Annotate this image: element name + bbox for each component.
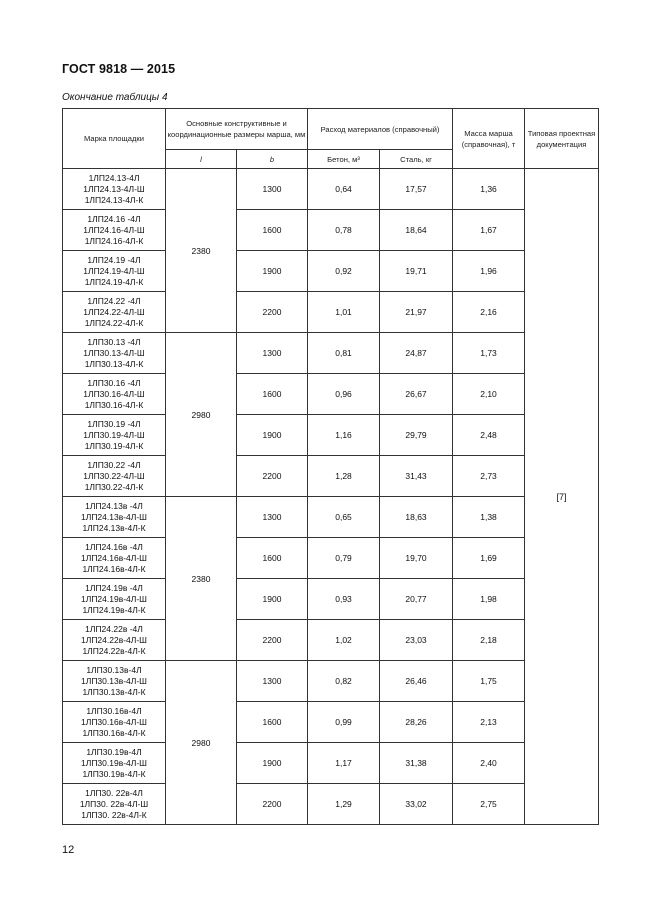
cell-dim-b: 1300 <box>237 497 308 538</box>
cell-steel: 21,97 <box>380 292 453 333</box>
mark-code: 1ЛП30.16в-4Л-Ш <box>81 716 147 727</box>
mark-code: 1ЛП24.13-4Л-К <box>84 194 144 205</box>
mark-code: 1ЛП30.19в-4Л-Ш <box>81 757 147 768</box>
cell-steel: 24,87 <box>380 333 453 374</box>
header-mark: Марка площадки <box>63 109 166 169</box>
cell-mass: 1,36 <box>453 169 525 210</box>
cell-concrete: 1,29 <box>308 784 380 825</box>
header-steel: Сталь, кг <box>380 150 453 169</box>
mark-code: 1ЛП30. 22в-4Л-Ш <box>79 798 149 809</box>
cell-mass: 2,48 <box>453 415 525 456</box>
cell-steel: 23,03 <box>380 620 453 661</box>
cell-marks <box>63 374 166 415</box>
cell-concrete: 1,28 <box>308 456 380 497</box>
cell-steel: 31,38 <box>380 743 453 784</box>
cell-dim-b: 1300 <box>237 661 308 702</box>
table-row <box>63 661 599 702</box>
mark-code: 1ЛП24.22в-4Л-К <box>82 645 146 656</box>
cell-concrete: 0,81 <box>308 333 380 374</box>
cell-marks <box>63 620 166 661</box>
mark-code: 1ЛП30.19в-4Л <box>86 746 142 757</box>
cell-dim-l: 2380 <box>166 497 237 661</box>
mark-code: 1ЛП24.13-4Л <box>88 172 140 183</box>
mark-code: 1ЛП24.13в-4Л-К <box>82 522 146 533</box>
cell-dim-b: 2200 <box>237 292 308 333</box>
cell-steel: 28,26 <box>380 702 453 743</box>
cell-marks <box>63 169 166 210</box>
table-row <box>63 497 599 538</box>
mark-code: 1ЛП30.22 -4Л <box>87 459 141 470</box>
table-row <box>63 415 599 456</box>
cell-concrete: 0,82 <box>308 661 380 702</box>
mark-code: 1ЛП30. 22в-4Л-К <box>81 809 147 820</box>
cell-dim-b: 1300 <box>237 169 308 210</box>
header-dimensions: Основные конструктивные и координационные размеры марша, мм <box>166 109 308 150</box>
cell-marks <box>63 456 166 497</box>
mark-code: 1ЛП30.16 -4Л <box>87 377 141 388</box>
mark-code: 1ЛП24.13-4Л-Ш <box>83 183 145 194</box>
table-caption: Окончание таблицы 4 <box>62 92 168 103</box>
mark-code: 1ЛП30. 22в-4Л <box>85 787 143 798</box>
mark-code: 1ЛП30.13 -4Л <box>87 336 141 347</box>
header-dim-l: l <box>166 150 237 169</box>
table-row <box>63 579 599 620</box>
mark-code: 1ЛП24.16в-4Л-Ш <box>81 552 147 563</box>
mark-code: 1ЛП30.19 -4Л <box>87 418 141 429</box>
cell-marks <box>63 210 166 251</box>
cell-marks <box>63 497 166 538</box>
cell-steel: 33,02 <box>380 784 453 825</box>
mark-code: 1ЛП30.13-4Л-Ш <box>83 347 145 358</box>
header-materials: Расход материалов (справочный) <box>308 109 453 150</box>
cell-dim-b: 1300 <box>237 333 308 374</box>
mark-code: 1ЛП30.16-4Л-Ш <box>83 388 145 399</box>
cell-concrete: 0,79 <box>308 538 380 579</box>
cell-dim-l: 2980 <box>166 333 237 497</box>
cell-steel: 29,79 <box>380 415 453 456</box>
cell-mass: 2,73 <box>453 456 525 497</box>
cell-mass: 2,18 <box>453 620 525 661</box>
cell-steel: 26,67 <box>380 374 453 415</box>
mark-code: 1ЛП24.22-4Л-Ш <box>83 306 145 317</box>
cell-dim-l: 2380 <box>166 169 237 333</box>
cell-mass: 1,98 <box>453 579 525 620</box>
mark-code: 1ЛП30.13в-4Л-К <box>82 686 146 697</box>
table-row <box>63 784 599 825</box>
table-row <box>63 702 599 743</box>
mark-code: 1ЛП30.19-4Л-Ш <box>83 429 145 440</box>
cell-mass: 2,13 <box>453 702 525 743</box>
cell-concrete: 0,78 <box>308 210 380 251</box>
cell-steel: 20,77 <box>380 579 453 620</box>
cell-concrete: 0,64 <box>308 169 380 210</box>
mark-code: 1ЛП30.16в-4Л-К <box>82 727 146 738</box>
document-header: ГОСТ 9818 — 2015 <box>62 62 176 76</box>
mark-code: 1ЛП24.16-4Л-Ш <box>83 224 145 235</box>
mark-code: 1ЛП24.16-4Л-К <box>84 235 144 246</box>
cell-marks <box>63 743 166 784</box>
cell-mass: 1,69 <box>453 538 525 579</box>
cell-marks <box>63 702 166 743</box>
cell-steel: 18,63 <box>380 497 453 538</box>
mark-code: 1ЛП24.22в -4Л <box>85 623 143 634</box>
table-row <box>63 620 599 661</box>
cell-dim-b: 1600 <box>237 538 308 579</box>
cell-dim-b: 1600 <box>237 702 308 743</box>
mark-code: 1ЛП24.22-4Л-К <box>84 317 144 328</box>
mark-code: 1ЛП24.13в-4Л-Ш <box>81 511 147 522</box>
table-row <box>63 210 599 251</box>
cell-mass: 1,73 <box>453 333 525 374</box>
cell-dim-b: 1900 <box>237 743 308 784</box>
mark-code: 1ЛП24.22в-4Л-Ш <box>81 634 147 645</box>
cell-mass: 1,38 <box>453 497 525 538</box>
mark-code: 1ЛП30.19в-4Л-К <box>82 768 146 779</box>
cell-marks <box>63 415 166 456</box>
cell-steel: 19,71 <box>380 251 453 292</box>
table-row <box>63 251 599 292</box>
mark-code: 1ЛП24.16 -4Л <box>87 213 141 224</box>
cell-dim-b: 2200 <box>237 620 308 661</box>
cell-marks <box>63 784 166 825</box>
cell-mass: 2,10 <box>453 374 525 415</box>
mark-code: 1ЛП24.19в-4Л-Ш <box>81 593 147 604</box>
cell-steel: 19,70 <box>380 538 453 579</box>
mark-code: 1ЛП30.22-4Л-Ш <box>83 470 145 481</box>
mark-code: 1ЛП30.13-4Л-К <box>84 358 144 369</box>
mark-code: 1ЛП30.22-4Л-К <box>84 481 144 492</box>
cell-mass: 2,75 <box>453 784 525 825</box>
mark-code: 1ЛП24.22 -4Л <box>87 295 141 306</box>
cell-dim-b: 1900 <box>237 579 308 620</box>
cell-concrete: 1,17 <box>308 743 380 784</box>
mark-code: 1ЛП24.16в -4Л <box>85 541 143 552</box>
cell-concrete: 0,65 <box>308 497 380 538</box>
cell-concrete: 0,93 <box>308 579 380 620</box>
cell-marks <box>63 579 166 620</box>
cell-mass: 1,96 <box>453 251 525 292</box>
mark-code: 1ЛП30.13в-4Л-Ш <box>81 675 147 686</box>
table-row <box>63 333 599 374</box>
cell-marks <box>63 251 166 292</box>
cell-concrete: 0,99 <box>308 702 380 743</box>
mark-code: 1ЛП24.19-4Л-К <box>84 276 144 287</box>
cell-marks <box>63 661 166 702</box>
table-body <box>63 169 599 825</box>
cell-mass: 1,75 <box>453 661 525 702</box>
cell-mass: 2,16 <box>453 292 525 333</box>
cell-docs-reference: [7] <box>525 169 599 825</box>
cell-steel: 31,43 <box>380 456 453 497</box>
cell-dim-b: 1600 <box>237 374 308 415</box>
mark-code: 1ЛП30.16-4Л-К <box>84 399 144 410</box>
header-mass: Масса марша (справочная), т <box>453 109 525 169</box>
mark-code: 1ЛП30.19-4Л-К <box>84 440 144 451</box>
header-docs: Типовая проектная документация <box>525 109 599 169</box>
cell-marks <box>63 538 166 579</box>
cell-steel: 17,57 <box>380 169 453 210</box>
table-row <box>63 456 599 497</box>
mark-code: 1ЛП24.16в-4Л-К <box>82 563 146 574</box>
header-dim-b: b <box>237 150 308 169</box>
cell-dim-l: 2980 <box>166 661 237 825</box>
cell-concrete: 0,92 <box>308 251 380 292</box>
mark-code: 1ЛП24.19в-4Л-К <box>82 604 146 615</box>
cell-concrete: 1,16 <box>308 415 380 456</box>
cell-concrete: 1,01 <box>308 292 380 333</box>
cell-dim-b: 1600 <box>237 210 308 251</box>
table-row <box>63 292 599 333</box>
cell-concrete: 0,96 <box>308 374 380 415</box>
page-number: 12 <box>62 844 75 856</box>
cell-steel: 26,46 <box>380 661 453 702</box>
cell-marks <box>63 292 166 333</box>
mark-code: 1ЛП24.19в -4Л <box>85 582 143 593</box>
table-row <box>63 169 599 210</box>
cell-dim-b: 1900 <box>237 251 308 292</box>
table-row <box>63 743 599 784</box>
mark-code: 1ЛП30.13в-4Л <box>86 664 142 675</box>
cell-concrete: 1,02 <box>308 620 380 661</box>
header-concrete: Бетон, м³ <box>308 150 380 169</box>
specification-table <box>62 108 599 825</box>
table-row <box>63 374 599 415</box>
cell-mass: 1,67 <box>453 210 525 251</box>
mark-code: 1ЛП24.19 -4Л <box>87 254 141 265</box>
cell-marks <box>63 333 166 374</box>
mark-code: 1ЛП24.19-4Л-Ш <box>83 265 145 276</box>
mark-code: 1ЛП30.16в-4Л <box>86 705 142 716</box>
cell-dim-b: 1900 <box>237 415 308 456</box>
cell-steel: 18,64 <box>380 210 453 251</box>
table-row <box>63 538 599 579</box>
cell-dim-b: 2200 <box>237 784 308 825</box>
cell-mass: 2,40 <box>453 743 525 784</box>
mark-code: 1ЛП24.13в -4Л <box>85 500 143 511</box>
cell-dim-b: 2200 <box>237 456 308 497</box>
